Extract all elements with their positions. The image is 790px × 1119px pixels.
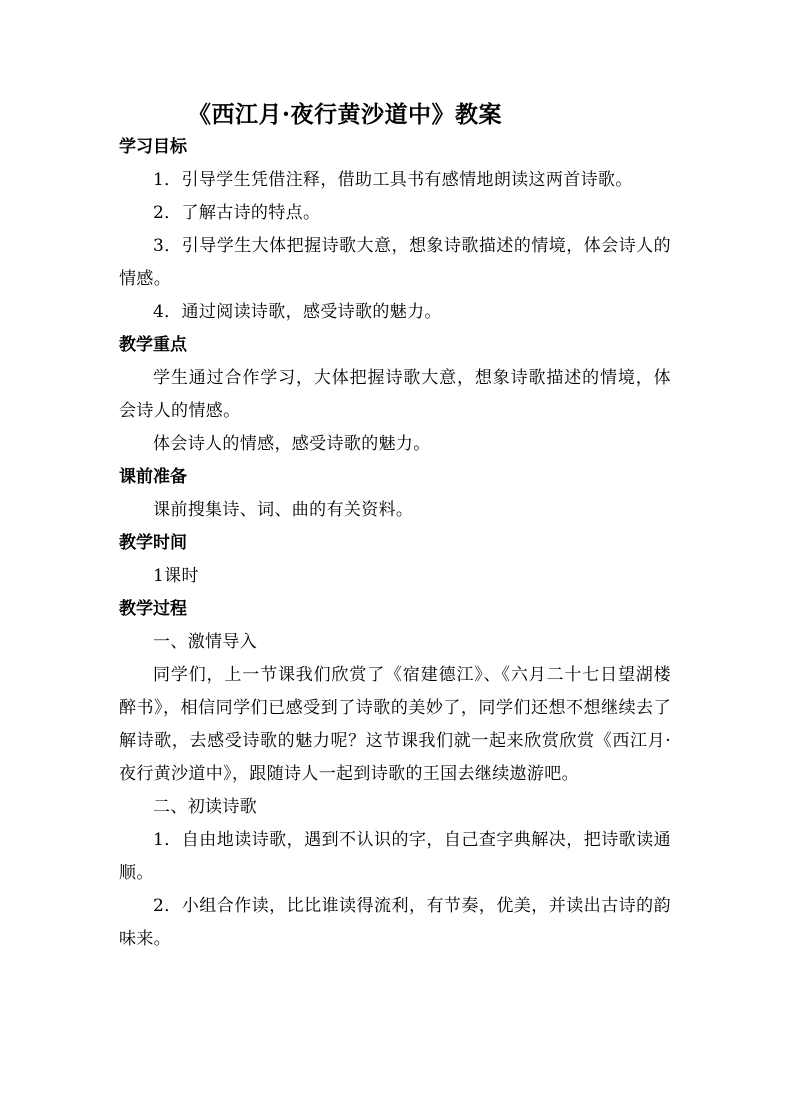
section-heading-key-points: 教学重点 bbox=[119, 335, 187, 355]
section-heading-time: 教学时间 bbox=[119, 533, 187, 553]
objective-item-3: 3．引导学生大体把握诗歌大意，想象诗歌描述的情境，体会诗人的情感。 bbox=[119, 236, 671, 289]
process-paragraph-intro: 同学们，上一节课我们欣赏了《宿建德江》、《六月二十七日望湖楼醉书》，相信同学们已感受到了诗歌的美妙了，同学们还想不想继续去了解诗歌，去感受诗歌的魅力呢？这节课我们就一起来欣赏欣赏《西江月·夜行黄沙道中》，跟随诗人一起到诗歌的王国去继续遨游吧。 bbox=[119, 665, 671, 784]
objective-item-2: 2．了解古诗的特点。 bbox=[153, 203, 321, 223]
key-point-item-1: 学生通过合作学习，大体把握诗歌大意，想象诗歌描述的情境，体会诗人的情感。 bbox=[119, 368, 671, 421]
process-step-1: 1．自由地读诗歌，遇到不认识的字，自己查字典解决，把诗歌读通顺。 bbox=[119, 830, 671, 883]
time-item-1: 1课时 bbox=[153, 566, 199, 586]
document-body bbox=[119, 131, 671, 956]
key-point-item-2: 体会诗人的情感，感受诗歌的魅力。 bbox=[153, 434, 431, 454]
document-title: 《西江月·夜行黄沙道中》教案 bbox=[188, 101, 503, 128]
section-heading-process: 教学过程 bbox=[119, 599, 187, 619]
preparation-item-1: 课前搜集诗、词、曲的有关资料。 bbox=[153, 500, 414, 520]
process-subheading-1: 一、激情导入 bbox=[153, 632, 258, 652]
process-subheading-2: 二、初读诗歌 bbox=[153, 797, 258, 817]
objective-item-4: 4．通过阅读诗歌，感受诗歌的魅力。 bbox=[153, 302, 442, 322]
section-heading-objectives: 学习目标 bbox=[119, 137, 187, 157]
process-step-2: 2．小组合作读，比比谁读得流利，有节奏，优美，并读出古诗的韵味来。 bbox=[119, 896, 671, 949]
objective-item-1: 1．引导学生凭借注释，借助工具书有感情地朗读这两首诗歌。 bbox=[153, 170, 633, 190]
section-heading-preparation: 课前准备 bbox=[119, 467, 187, 487]
